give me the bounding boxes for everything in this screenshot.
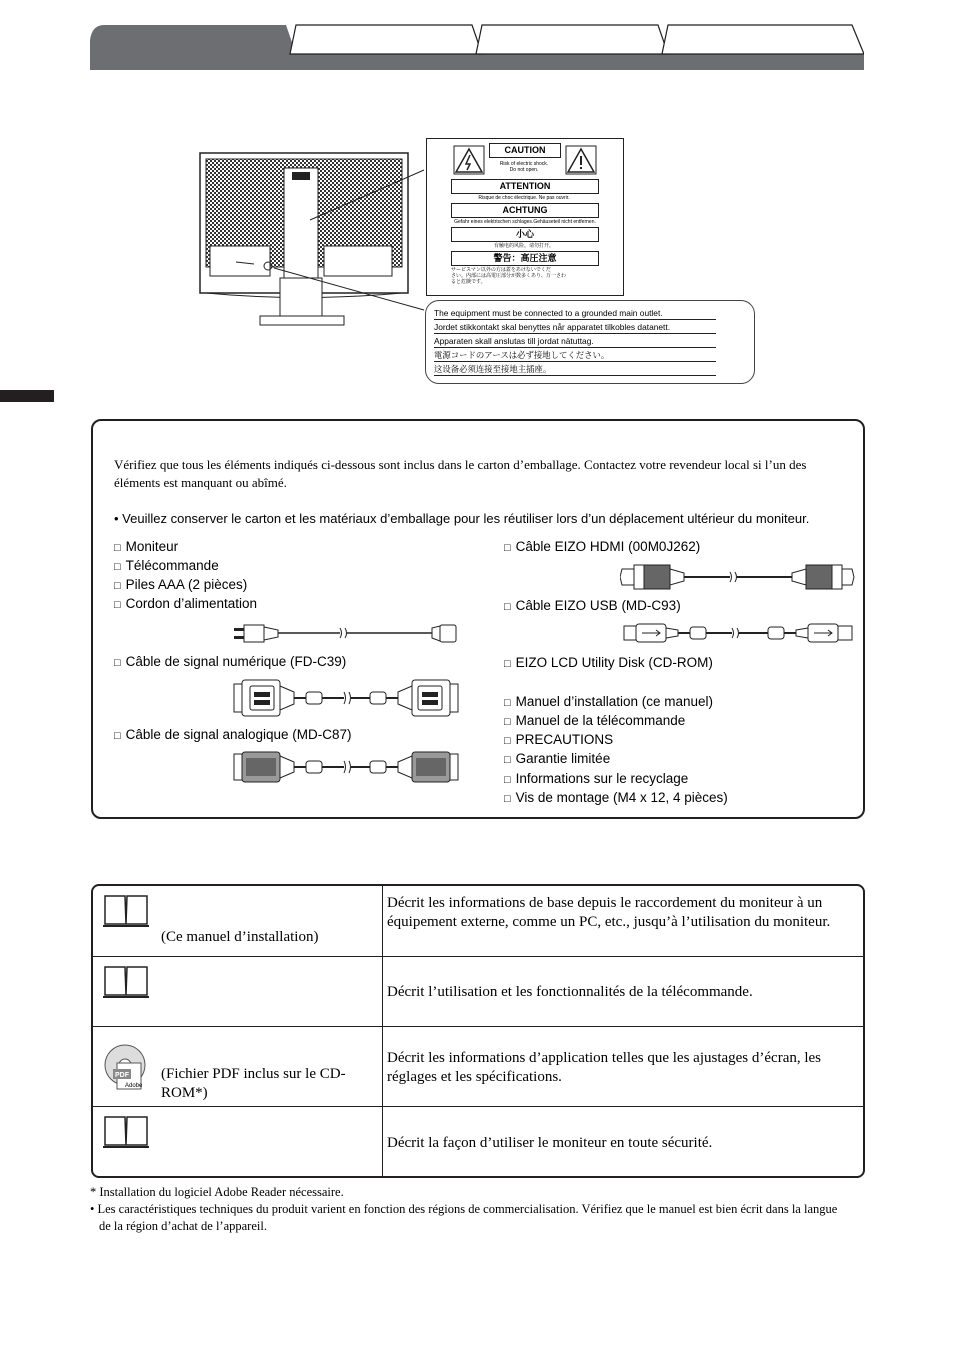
manuals-table: [91, 884, 865, 1178]
checkbox-icon: □: [114, 580, 121, 592]
keikoku-sub: サービスマン以外の方は蓋をあけないでくだ さい。内部には高電圧部分が数多くあり、万一さわ ると危険です。: [451, 267, 567, 285]
achtung-title: ACHTUNG: [451, 203, 599, 218]
item-hdmi-cable: □ Câble EIZO HDMI (00M0J262): [504, 539, 701, 554]
item-warranty: □ Garantie limitée: [504, 751, 611, 766]
analog-cable-icon: [232, 750, 460, 784]
tab-2: [290, 25, 482, 54]
digital-cable-icon: [232, 678, 460, 718]
tab-active: [90, 25, 296, 54]
checkbox-icon: □: [504, 601, 511, 613]
table-row: [93, 956, 863, 1027]
monitor-rear-illustration: [196, 150, 428, 328]
checkbox-icon: □: [504, 542, 511, 554]
attention-title: ATTENTION: [451, 179, 599, 194]
item-power-cord: □ Cordon d’alimentation: [114, 596, 257, 611]
item-screws: □ Vis de montage (M4 x 12, 4 pièces): [504, 790, 728, 805]
item-digital-cable: □ Câble de signal numérique (FD-C39): [114, 654, 347, 669]
item-install-manual: □ Manuel d’installation (ce manuel): [504, 694, 714, 709]
ground-line: 電源コードのアースは必ず接地してください。: [434, 349, 716, 362]
section-marker: [0, 390, 54, 402]
ground-line: Jordet stikkontakt skal benyttes når apparatet tilkobles datanett.: [434, 321, 716, 334]
header-tabs: [90, 22, 864, 70]
ground-notice-label: [425, 300, 755, 384]
item-analog-cable: □ Câble de signal analogique (MD-C87): [114, 727, 352, 742]
cd-pdf-icon: [101, 1039, 149, 1093]
item-batteries: □ Piles AAA (2 pièces): [114, 577, 248, 592]
item-utility-disk: □ EIZO LCD Utility Disk (CD-ROM): [504, 655, 713, 670]
item-monitor: □ Moniteur: [114, 539, 179, 554]
tab-4: [662, 25, 864, 54]
item-remote-manual: □ Manuel de la télécommande: [504, 713, 686, 728]
checkbox-icon: □: [114, 542, 121, 554]
checkbox-icon: □: [504, 716, 511, 728]
manual-description: Décrit les informations de base depuis le raccordement du moniteur à un équipement externe, comme un PC, etc., jusqu’à l’utilisation du moniteur.: [387, 895, 831, 930]
hdmi-cable-icon: [620, 563, 856, 591]
checkbox-icon: □: [504, 735, 511, 747]
checkbox-icon: □: [504, 658, 511, 670]
caution-label: [426, 138, 624, 296]
item-precautions: □ PRECAUTIONS: [504, 732, 614, 747]
xiaoxin-title: 小心: [451, 227, 599, 242]
electric-warning-icon: [453, 145, 485, 175]
svg-text:PDF: PDF: [115, 1072, 129, 1079]
attention-sub: Risque de choc électrique. Ne pas ouvrir.: [478, 195, 570, 201]
checkbox-icon: □: [114, 561, 121, 573]
caution-title: CAUTION: [489, 143, 561, 158]
table-row: [93, 1026, 863, 1107]
caution-sub: Risk of electric shock. Do not open.: [499, 161, 549, 173]
usb-cable-icon: [622, 622, 856, 644]
table-row: [93, 886, 863, 956]
manual-name: (Ce manuel d’installation): [161, 929, 319, 945]
ground-line: 这设备必须连接至接地主插座。: [434, 363, 716, 376]
table-row: [93, 1106, 863, 1177]
item-recycling: □ Informations sur le recyclage: [504, 771, 689, 786]
xiaoxin-sub: 有触电的风险。请勿打开。: [493, 243, 554, 249]
svg-text:Adobe: Adobe: [125, 1083, 143, 1089]
book-icon: [103, 965, 149, 999]
footnote: • Les caractéristiques techniques du produit varient en fonction des régions de commercialisation. Vérifiez que le manuel est bien écrit dans la langue de la région d’achat de l’appareil.: [90, 1202, 838, 1233]
achtung-sub: Gefahr eines elektrischen schlages.Gehäuseteil nicht entfernen.: [454, 219, 596, 225]
keikoku-title: 警告：高圧注意: [451, 251, 599, 266]
manual-name: (Fichier PDF inclus sur le CD-ROM*): [161, 1066, 346, 1101]
checkbox-icon: □: [114, 599, 121, 611]
tab-3: [476, 25, 668, 54]
item-remote: □ Télécommande: [114, 558, 219, 573]
checkbox-icon: □: [114, 657, 121, 669]
power-cord-icon: [230, 620, 460, 648]
manual-description: Décrit l’utilisation et les fonctionnalités de la télécommande.: [387, 984, 753, 1000]
exclamation-warning-icon: [565, 145, 597, 175]
checkbox-icon: □: [504, 754, 511, 766]
item-usb-cable: □ Câble EIZO USB (MD-C93): [504, 598, 681, 613]
checkbox-icon: □: [114, 730, 121, 742]
checkbox-icon: □: [504, 697, 511, 709]
ground-line: The equipment must be connected to a grounded main outlet.: [434, 307, 716, 320]
book-icon: [103, 894, 149, 928]
manual-description: Décrit les informations d’application telles que les ajustages d’écran, les réglages et les spécifications.: [387, 1050, 822, 1085]
package-note: • Veuillez conserver le carton et les matériaux d’emballage pour les réutiliser lors d’un déplacement ultérieur du moniteur.: [114, 511, 810, 526]
manual-description: Décrit la façon d’utiliser le moniteur en toute sécurité.: [387, 1135, 713, 1151]
ground-line: Apparaten skall anslutas till jordat nätuttag.: [434, 335, 716, 348]
footnotes: [90, 1184, 850, 1235]
book-icon: [103, 1115, 149, 1149]
package-intro: Vérifiez que tous les éléments indiqués ci-dessous sont inclus dans le carton d’emballage. Contactez votre revendeur local si l’un des éléments est manquant ou abîmé.: [114, 457, 807, 490]
checkbox-icon: □: [504, 793, 511, 805]
checkbox-icon: □: [504, 774, 511, 786]
footnote: * Installation du logiciel Adobe Reader nécessaire.: [90, 1185, 344, 1199]
